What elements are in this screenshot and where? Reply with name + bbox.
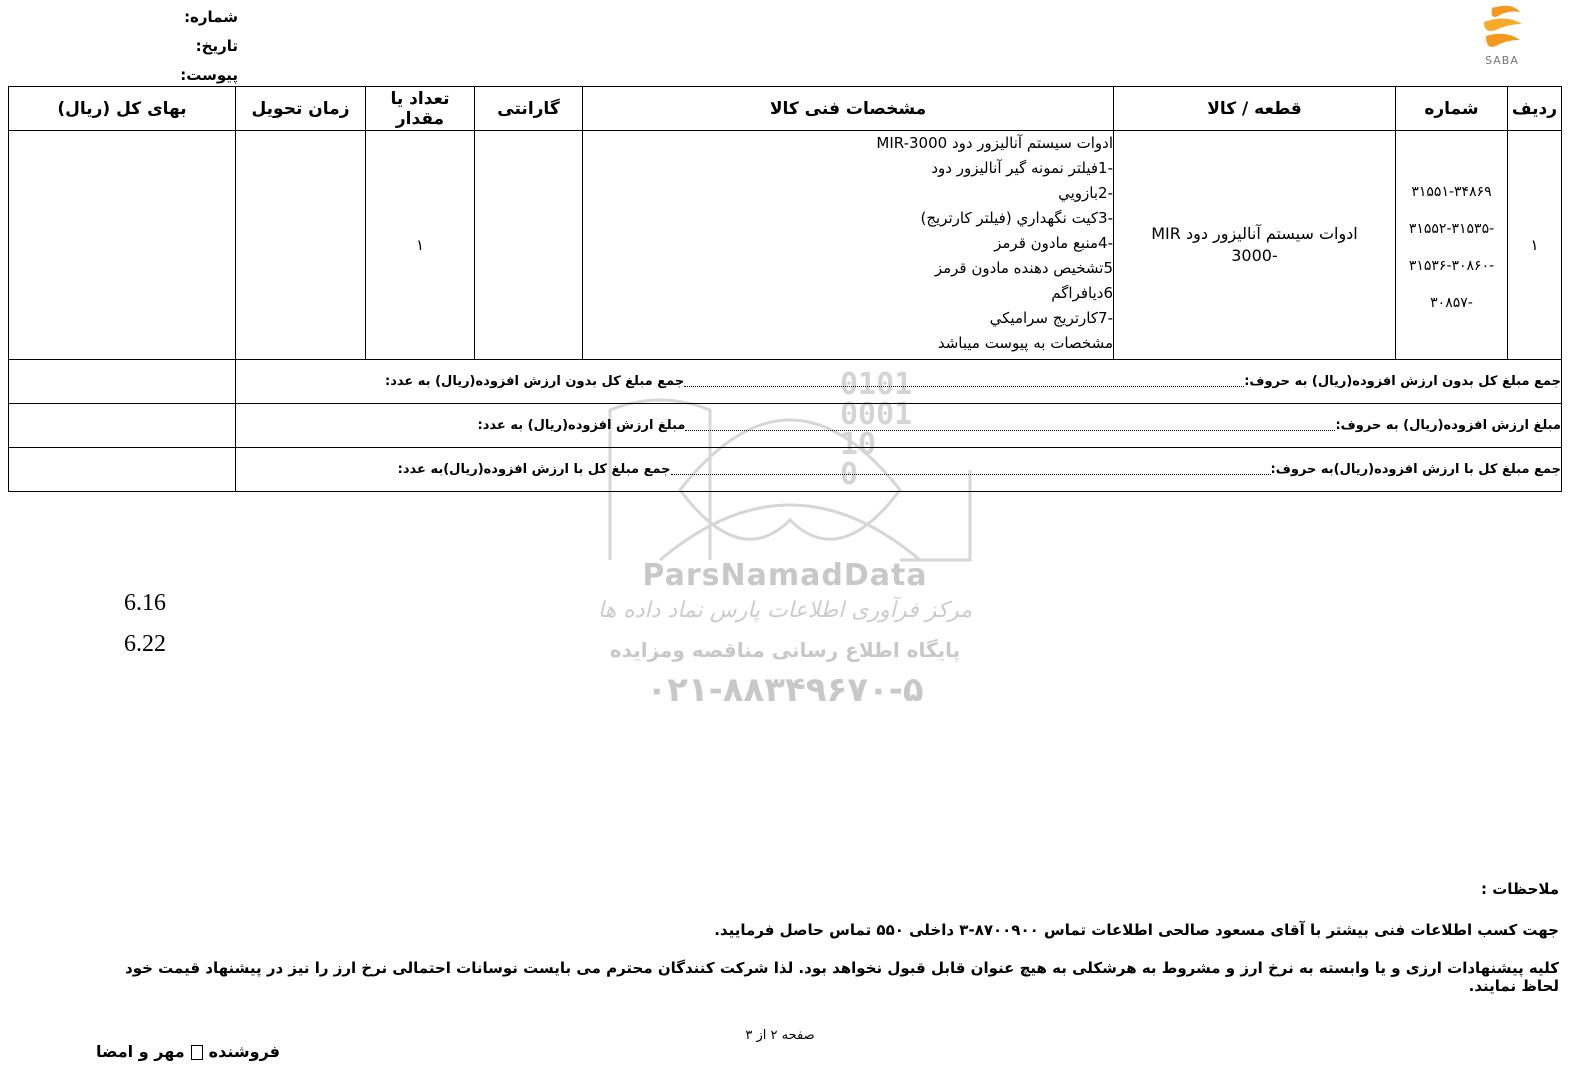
summary-letters-label: مبلغ ارزش افزوده(ریال) به حروف: — [1335, 418, 1561, 433]
header-meta — [118, 4, 238, 91]
row-number: ۱ — [1508, 131, 1562, 360]
spec-line: 5تشخيص دهنده مادون قرمز — [934, 259, 1113, 277]
watermark-tagline: پایگاه اطلاع رسانی مناقصه ومزایده — [609, 638, 961, 662]
summary-letters-label: جمع مبلغ کل بدون ارزش افزوده(ریال) به حروف: — [1244, 374, 1561, 389]
part-number-line: -۳۰۸۵۷ — [1430, 295, 1473, 311]
dotted-leader — [685, 421, 1335, 431]
spec-line: -3كيت نگهداري (فيلتر كارتريج) — [920, 209, 1113, 227]
summary-value-cell — [9, 404, 236, 448]
watermark-phone: ۰۲۱-۸۸۳۴۹۶۷۰-۵ — [646, 670, 924, 710]
summary-digits-label: جمع مبلغ کل بدون ارزش افزوده(ریال) به عدد: — [385, 374, 685, 389]
items-table — [8, 86, 1562, 492]
col-header-item: قطعه / کالا — [1114, 87, 1396, 131]
summary-value-cell — [9, 360, 236, 404]
page-number: صفحه ۲ از ۳ — [745, 1028, 815, 1043]
delivery-cell — [236, 131, 366, 360]
side-number: 6.22 — [124, 631, 166, 657]
summary-digits-label: جمع مبلغ کل با ارزش افزوده(ریال)به عدد: — [397, 462, 671, 477]
summary-row-vat — [9, 404, 1562, 448]
notes-line: جهت کسب اطلاعات فنی بیشتر با آقای مسعود صالحی اطلاعات تماس ۸۷۰۰۹۰۰-۳ داخلی ۵۵۰ تماس حاصل فرمایید. — [714, 921, 1559, 939]
date-label: تاریخ: — [195, 37, 238, 55]
notes-line: کلیه پیشنهادات ارزی و یا وابسته به نرخ ارز و مشروط به هرشکلی به هیچ عنوان قابل قبول نخواهد بود. لذا شرکت کنندگان محترم می بایست نوسانات احتمالی نرخ ارز را نیز در پیشنهاد قیمت خود لحاظ نمایند. — [125, 959, 1559, 995]
signature-line — [96, 1042, 280, 1061]
stamp-signature-label: مهر و امضا — [96, 1042, 185, 1061]
number-label: شماره: — [184, 8, 238, 26]
spec-line: -4منبع مادون قرمز — [994, 234, 1113, 252]
dotted-leader — [671, 465, 1271, 475]
col-header-number: شماره — [1396, 87, 1508, 131]
watermark-name: ParsNamadData — [642, 558, 928, 593]
item-name-line: ادوات سيستم آناليزور دود MIR — [1151, 224, 1358, 243]
item-name — [1114, 223, 1395, 267]
part-numbers-cell — [1396, 131, 1508, 360]
spec-line: -2بازويي — [1058, 184, 1113, 202]
col-header-total-price: بهای کل (ریال) — [9, 87, 236, 131]
watermark-digit-line: 0101 — [840, 367, 913, 402]
spec-line: -7كارتريج سراميكي — [989, 309, 1113, 327]
table-header-row — [9, 87, 1562, 131]
part-number-line: -۳۱۵۳۶-۳۰۸۶۰ — [1408, 258, 1495, 274]
watermark-digit-line: 10 — [840, 427, 877, 462]
dotted-leader — [684, 377, 1244, 387]
summary-row-without-vat — [9, 360, 1562, 404]
saba-logo-icon — [1472, 2, 1532, 54]
watermark-digit-line: 0 — [840, 457, 859, 492]
attachment-label: پیوست: — [180, 66, 238, 84]
total-price-cell — [9, 131, 236, 360]
company-logo — [1457, 2, 1547, 78]
watermark-digit-line: 0001 — [840, 397, 913, 432]
warranty-cell — [475, 131, 583, 360]
summary-text-cell — [236, 360, 1562, 404]
summary-text-cell — [236, 404, 1562, 448]
summary-letters-label: جمع مبلغ کل با ارزش افزوده(ریال)به حروف: — [1270, 462, 1561, 477]
col-header-specs: مشخصات فنی کالا — [583, 87, 1114, 131]
summary-value-cell — [9, 448, 236, 492]
logo-wordmark: SABA — [1485, 54, 1519, 67]
col-header-delivery: زمان تحویل — [236, 87, 366, 131]
item-name-cell — [1114, 131, 1396, 360]
item-name-line: -3000 — [1231, 246, 1278, 265]
quantity-cell: ۱ — [366, 131, 475, 360]
part-numbers — [1396, 168, 1507, 322]
watermark-subtitle: مرکز فرآوری اطلاعات پارس نماد داده ها — [597, 598, 973, 623]
table-row — [9, 131, 1562, 360]
spec-line: ادوات سيستم آناليزور دود MIR-3000 — [876, 134, 1113, 152]
checkbox-icon — [191, 1045, 203, 1060]
col-header-row: ردیف — [1508, 87, 1562, 131]
summary-row-with-vat — [9, 448, 1562, 492]
part-number-line: ۳۱۵۵۱-۳۴۸۶۹ — [1411, 184, 1492, 200]
col-header-quantity: تعداد یا مقدار — [366, 87, 475, 131]
summary-digits-label: مبلغ ارزش افزوده(ریال) به عدد: — [477, 418, 686, 433]
spec-line: -1فيلتر نمونه گير آناليزور دود — [931, 159, 1113, 177]
seller-label: فروشنده — [208, 1042, 280, 1061]
notes-title: ملاحظات : — [1480, 880, 1559, 898]
specs-cell — [583, 131, 1114, 360]
spec-line: 6ديافراگم — [1051, 284, 1113, 302]
summary-text-cell — [236, 448, 1562, 492]
spec-line: مشخصات به پيوست ميباشد — [937, 334, 1113, 352]
part-number-line: -۳۱۵۵۲-۳۱۵۳۵ — [1408, 221, 1495, 237]
side-number: 6.16 — [124, 590, 166, 616]
col-header-warranty: گارانتی — [475, 87, 583, 131]
